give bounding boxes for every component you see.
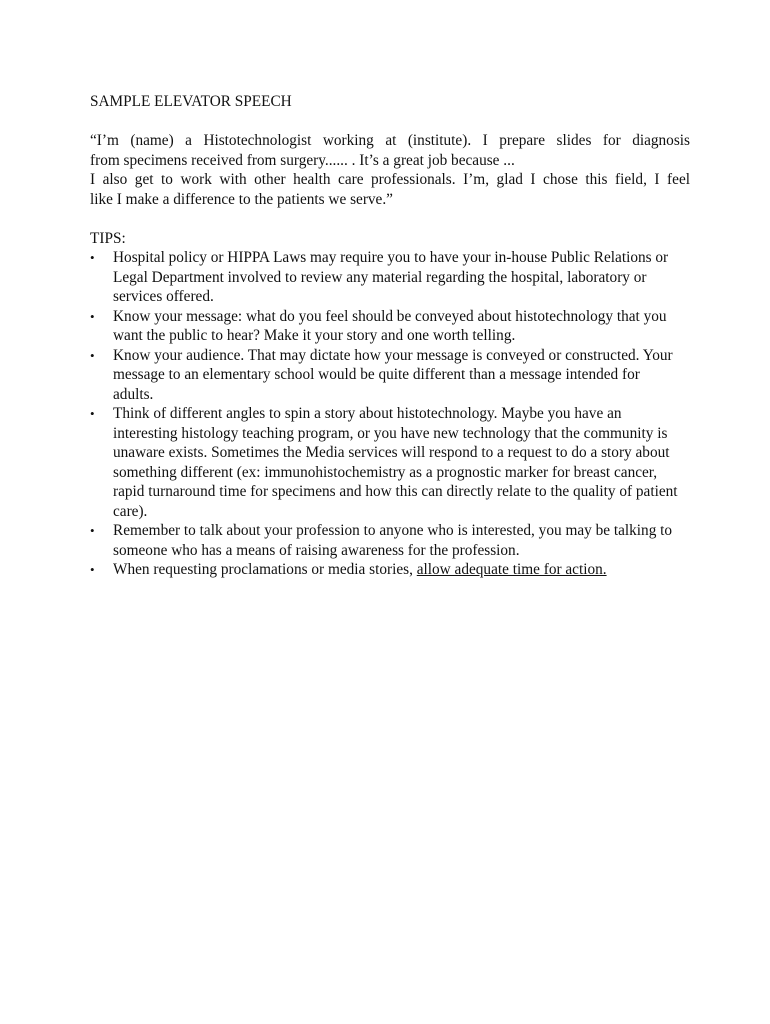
tips-heading: TIPS:: [90, 229, 126, 247]
tip-text: Know your audience. That may dictate how your message is conveyed or constructed. Your message to an elementary school would be quite different than a message intended for adults.: [113, 346, 673, 403]
bullet-icon: •: [90, 250, 95, 265]
speech-line-2: from specimens received from surgery...... . It’s a great job because ...: [90, 151, 515, 169]
tip-item: [90, 521, 678, 560]
tip-item: [90, 307, 678, 346]
tip-text: Remember to talk about your profession to anyone who is interested, you may be talking to someone who has a means of raising awareness for the profession.: [113, 522, 673, 559]
tip-item: [90, 248, 678, 307]
document-title: SAMPLE ELEVATOR SPEECH: [90, 93, 292, 110]
bullet-icon: •: [90, 308, 95, 324]
tip-text-underlined: allow adequate time for action.: [416, 561, 607, 578]
tip-text: Know your message: what do you feel should be conveyed about histotechnology that you want the public to hear? Make it your story and one worth telling.: [113, 307, 667, 344]
bullet-icon: •: [90, 347, 95, 363]
tip-item: [90, 346, 678, 405]
tip-item: [90, 404, 678, 521]
bullet-icon: •: [90, 562, 95, 577]
tip-item-last: [90, 560, 678, 580]
speech-line-1: “I’m (name) a Histotechnologist working at (institute). I prepare slides for diagnosis: [90, 132, 690, 149]
sample-speech: [90, 131, 690, 209]
tips-list: [90, 248, 690, 580]
bullet-icon: •: [90, 523, 95, 538]
speech-line-3: I also get to work with other health care professionals. I’m, glad I chose this field, I feel: [90, 171, 690, 188]
tip-text: Hospital policy or HIPPA Laws may require you to have your in-house Public Relations or Legal Department involved to review any material regarding the hospital, laboratory or services offered.: [113, 249, 669, 305]
bullet-icon: •: [90, 406, 95, 421]
speech-line-4: like I make a difference to the patients we serve.”: [90, 190, 393, 208]
tip-text: Think of different angles to spin a story about histotechnology. Maybe you have an interesting histology teaching program, or you have new technology that the community is unaware exists. Sometimes the Media services will respond to a request to do a story about something different (ex: immunohistochemistry as a prognostic marker for breast cancer, rapid turnaround time for specimens and how this can directly relate to the quality of patient care).: [113, 405, 678, 520]
tip-text-prefix: When requesting proclamations or media stories,: [113, 561, 417, 578]
document-page: [90, 92, 690, 580]
